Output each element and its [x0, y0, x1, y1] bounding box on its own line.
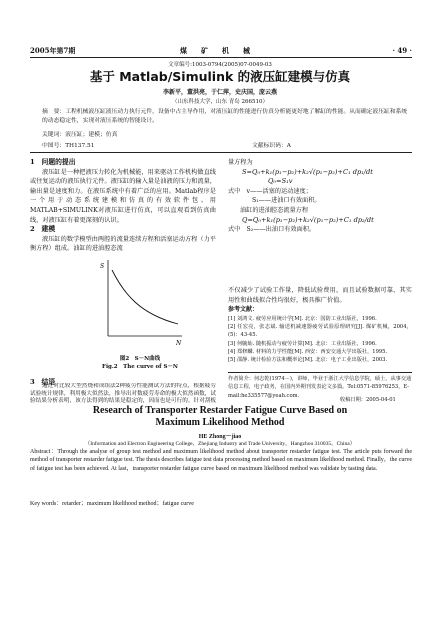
- where-3: 式中 S₂——出油口有效面积。: [228, 226, 316, 234]
- axis-n-label: N: [176, 340, 182, 347]
- issue-label: 2005年第7期: [30, 46, 76, 55]
- authors: 李新平，董洪亮，于仁萍，史庆国，庞云燕: [162, 89, 277, 96]
- page-number: · 49 ·: [392, 46, 412, 55]
- equation-1: S=Q₀+k₁(p₁−p₂)+k₂√(p₁−p₂)+C₁ dp₁/dt: [242, 167, 373, 176]
- eq-intro-2: 油缸的进油腔态流量方程: [240, 206, 309, 214]
- english-title-line-1: Research of Transporter Restarder Fatigue Curve Based on: [92, 405, 348, 416]
- section-2-title: 2 建模: [30, 225, 56, 234]
- right-column-conclusion: [228, 286, 412, 365]
- english-abstract: Abstract：Through the analyse of group test method and maximum likelihood method about transporter restarder fatigue test. The article puts forward the method of transporter restarder fatigue test. The thesis describes fatigue test data processing method based on maximum likelihood method. Finally，the curve of fatigue test has been achieved. At last，transporter restarder fatigue curve based on maximum likelihood method was validate by tasting data.: [30, 449, 412, 472]
- article-number: 文章编号:1003-0794(2005)07-0049-03: [168, 62, 272, 68]
- eq-intro: 量方程为: [228, 159, 253, 166]
- author-bio: 作者简介：何志乾(1974－)，讲师，毕业于浙江大学信息学院，硕士，从事交通信息工程，电子政务，在国内外期刊发表论文多篇。Tel:0571-85976253，E-mail:he335577@yeah.com.: [228, 376, 412, 399]
- sn-curve-line: [112, 270, 178, 324]
- figure-caption-cn: 图2 S－N曲线: [119, 356, 161, 362]
- english-affiliation: （Information and Electron Engineering College，Zhejiang Industry and Trade University，Hangzhou 310035，China）: [84, 441, 356, 447]
- sn-curve-figure: [94, 254, 186, 370]
- equation-2: Q₀=S₁v: [268, 177, 293, 186]
- figure-caption-en: Fig.2 The curve of S－N: [102, 364, 178, 370]
- english-keywords: Key words：retarder；maximum likelihood method；fatigue curve: [30, 501, 194, 507]
- header-rule: [30, 57, 412, 58]
- journal-name: 煤 矿 机 械: [180, 46, 250, 55]
- keywords-cn: 关键词：液压缸；建模；仿真: [42, 132, 118, 138]
- section-1-text: 液压缸是一种把液压力转化为机械能，用来驱动工作机构做直线或往复运动的液压执行元件。液压缸的输入量是油液的压力和流量，输出量是速度和力。在液压系统中有着广泛的应用。Matlab程序是一个用于动态系统建模和仿真的有效软件包。用MATLAB+SIMULINK对液压缸进行仿真，可以直观看到仿真曲线，对液压缸有着更深刻的认识。: [30, 168, 216, 224]
- section-3-text: 通过对比较大型然烧和成组法2种疲劳性能测试方法的特点，根据疲劳试验统计规律，利用极大似然法，推导出对数疲劳寿命的极大似然函数，试验结果分析表明，该方法得到的结果是稳定的，因而也是可行的。针对刮板: [30, 383, 216, 403]
- sn-curve-plot: [94, 254, 186, 350]
- english-title: [0, 405, 440, 429]
- section-1-title: 1 问题的提出: [30, 158, 76, 166]
- where-1: 式中 v——活塞的运动速度；: [228, 187, 312, 195]
- abstract-rule: [30, 152, 412, 153]
- reference-item: [3] 何毓灿. 随机振动与疲劳计算[M]. 北京：工业出版社，1996.: [228, 340, 377, 347]
- section-2-text: 液压缸的数学模型由两腔的流量连续方程和活塞运动方程（力平衡方程）组成。油缸的进油腔态流: [30, 235, 216, 253]
- axis-s-label: S: [100, 263, 105, 270]
- received-date: 收稿日期：2005-04-01: [340, 397, 396, 403]
- reference-item: [1] 刘鸿文. 疲劳应用统计学[M]. 北京：国防工业出版社，1996.: [228, 315, 377, 322]
- bio-rule: [228, 372, 412, 373]
- english-author: HE Zhong－jiao: [198, 434, 242, 440]
- english-title-line-2: Maximum Likelihood Method: [155, 417, 285, 428]
- paper-title: 基于 Matlab/Simulink 的液压缸建模与仿真: [89, 69, 351, 84]
- section-3-title: 3 结语: [30, 378, 56, 386]
- right-column: [228, 158, 412, 235]
- reference-item: [5] 邵静. 统计检验方法和概率论[M]. 北京：电子工业出版社，2003.: [228, 357, 388, 364]
- references-list: [228, 315, 412, 365]
- where-2: S₁——进油口有效面积。: [252, 197, 321, 205]
- conclusion-text: 不仅减少了试验工作量，降低试验费用，而且试验数据可靠，其实用性和曲线拟合性均很好，极具推广价值。: [228, 287, 412, 304]
- reference-item: [2] 任宏亮，张志斌. 输送机减速器疲劳试验原理研究[J]. 煤矿机械，2004，(5)：43-45.: [228, 324, 412, 339]
- abstract-cn: 摘 要：工程机械液压缸液压动力执行元件，设备中占主导作用，对液压缸的性能进行仿真分析能更好地了解缸的性能。从而确定液压缸和系统的动态稳定性，实现对液压系统的智能设计。: [42, 109, 408, 124]
- reference-item: [4] 郑修麟. 材料的力学性能[M]. 西安：西安交通大学出版社，1995.: [228, 348, 388, 355]
- references-title: 参考文献：: [228, 306, 259, 314]
- class-number: 中图号：TH137.51: [42, 143, 95, 149]
- affiliation: （山东科技大学，山东 青岛 266510）: [172, 99, 268, 105]
- left-column: [30, 158, 216, 254]
- equation-3: Q=Q₀+k₁(p₁−p₂)+k₂√(p₁−p₂)+C₁ dp₂/dt: [242, 215, 374, 224]
- doc-code: 文献标识码：A: [252, 143, 291, 149]
